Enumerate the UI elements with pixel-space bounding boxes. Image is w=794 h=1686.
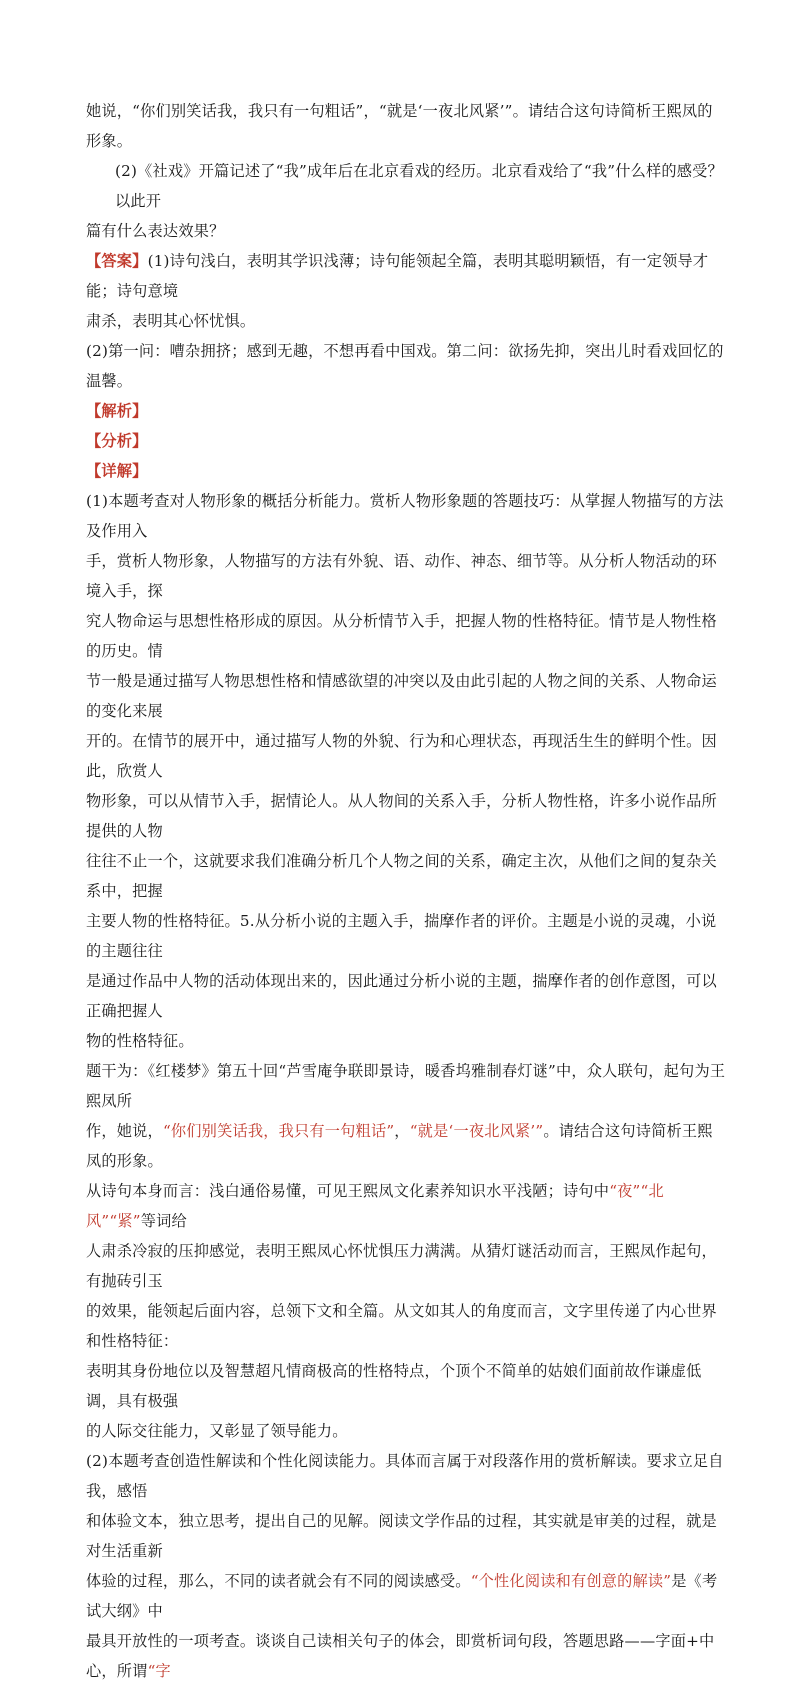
stem-text: ， bbox=[394, 1122, 410, 1140]
detail-1-line: 是通过作品中人物的活动体现出来的，因此通过分析小说的主题，揣摩作者的创作意图，可以正确把握人 bbox=[86, 972, 717, 1020]
question-2-line-1: (2)《社戏》开篇记述了“我”成年后在北京看戏的经历。北京看戏给了“我”什么样的感受？以此开 bbox=[115, 162, 723, 210]
quote-highlight: “个性化阅读和有创意的解读” bbox=[470, 1572, 672, 1590]
quote-highlight: “北风” bbox=[86, 1182, 664, 1230]
stem-line-1: 题干为：《红楼梦》第五十回“芦雪庵争联即景诗，暖香坞雅制春灯谜”中，众人联句，起句为王熙凤所 bbox=[86, 1062, 726, 1110]
detail-1-line: 节一般是通过描写人物思想性格和情感欲望的冲突以及由此引起的人物之间的关系、人物命运的变化来展 bbox=[86, 672, 717, 720]
detail-1-line: (1)本题考查对人物形象的概括分析能力。赏析人物形象题的答题技巧：从掌握人物描写的方法及作用入 bbox=[86, 492, 724, 540]
detail-1-line: 手，赏析人物形象，人物描写的方法有外貌、语、动作、神态、细节等。从分析人物活动的环境入手，探 bbox=[86, 552, 717, 600]
quote-highlight: “夜” bbox=[609, 1182, 641, 1200]
question-2-line-2: 篇有什么表达效果？ bbox=[86, 222, 225, 240]
quote-highlight: “你们别笑话我，我只有一句粗话” bbox=[162, 1122, 395, 1140]
answer-line-1 bbox=[86, 246, 726, 306]
answer-tag: 【答案】 bbox=[86, 252, 148, 270]
detail-1-line: 物的性格特征。 bbox=[86, 1032, 194, 1050]
stem-line-5: 的效果，能领起后面内容，总领下文和全篇。从文如其人的角度而言，文字里传递了内心世界和性格特征： bbox=[86, 1302, 717, 1350]
detail-1-line: 往往不止一个，这就要求我们准确分析几个人物之间的关系，确定主次，从他们之间的复杂关系中，把握 bbox=[86, 852, 717, 900]
analysis-tag: 【解析】 bbox=[86, 402, 148, 420]
detail-part-2 bbox=[86, 1446, 726, 1686]
detail-tag: 【详解】 bbox=[86, 462, 148, 480]
detail-2-line-4 bbox=[86, 1626, 726, 1686]
stem-text: 。请结合这句诗简析王熙凤的形象。 bbox=[86, 1122, 713, 1170]
stem-line-4: 人肃杀冷寂的压抑感觉，表明王熙凤心怀忧惧压力满满。从猜灯谜活动而言，王熙凤作起句，有抛砖引玉 bbox=[86, 1242, 717, 1290]
stem-line-6: 表明其身份地位以及智慧超凡情商极高的性格特点，个顶个不简单的姑娘们面前故作谦虚低调，具有极强 bbox=[86, 1362, 702, 1410]
stem-text: 从诗句本身而言：浅白通俗易懂，可见王熙凤文化素养知识水平浅陋；诗句中 bbox=[86, 1182, 610, 1200]
stem-line-3 bbox=[86, 1176, 726, 1236]
stem-line-2 bbox=[86, 1116, 726, 1176]
stem-text: 等词给 bbox=[140, 1212, 187, 1230]
stem-line-7: 的人际交往能力，又彰显了领导能力。 bbox=[86, 1422, 348, 1440]
detail-part-1 bbox=[86, 486, 726, 1056]
answer-line-2: 肃杀，表明其心怀忧惧。 bbox=[86, 312, 256, 330]
detail-2-text: 最具开放性的一项考查。谈谈自己读相关句子的体会，即赏析词句段，答题思路——字面+中心，所谓 bbox=[86, 1632, 715, 1680]
detail-1-line: 物形象，可以从情节入手，据情论人。从人物间的关系入手，分析人物性格，许多小说作品所提供的人物 bbox=[86, 792, 717, 840]
answer-line-3: (2)第一问：嘈杂拥挤；感到无趣，不想再看中国戏。第二问：欲扬先抑，突出儿时看戏回忆的温馨。 bbox=[86, 342, 724, 390]
quote-highlight: “就是‘一夜北风紧’” bbox=[409, 1122, 544, 1140]
detail-2-line-2: 和体验文本，独立思考，提出自己的见解。阅读文学作品的过程，其实就是审美的过程，就是对生活重新 bbox=[86, 1512, 717, 1560]
stem-text: 作，她说， bbox=[86, 1122, 163, 1140]
detail-2-text: 体验的过程，那么，不同的读者就会有不同的阅读感受。 bbox=[86, 1572, 471, 1590]
fenxi-tag: 【分析】 bbox=[86, 432, 148, 450]
detail-2-line-3 bbox=[86, 1566, 726, 1626]
quote-highlight: “紧” bbox=[109, 1212, 141, 1230]
detail-1-line: 主要人物的性格特征。5.从分析小说的主题入手，揣摩作者的评价。主题是小说的灵魂，小说的主题往往 bbox=[86, 912, 717, 960]
detail-1-line: 开的。在情节的展开中，通过描写人物的外貌、行为和心理状态，再现活生生的鲜明个性。因此，欣赏人 bbox=[86, 732, 717, 780]
detail-1-line: 究人物命运与思想性格形成的原因。从分析情节入手，把握人物的性格特征。情节是人物性格的历史。情 bbox=[86, 612, 717, 660]
detail-2-line-1: (2)本题考查创造性解读和个性化阅读能力。具体而言属于对段落作用的赏析解读。要求立足自我，感悟 bbox=[86, 1452, 724, 1500]
detail-2-text: 是《考试大纲》中 bbox=[86, 1572, 718, 1620]
quote-highlight: “字 bbox=[147, 1662, 171, 1680]
stem-analysis bbox=[86, 1056, 726, 1446]
question-continuation: 她说，“你们别笑话我，我只有一句粗话”，“就是‘一夜北风紧’”。请结合这句诗简析王熙凤的形象。 bbox=[86, 102, 713, 150]
answer-text-1: (1)诗句浅白，表明其学识浅薄；诗句能领起全篇，表明其聪明颖悟，有一定领导才能；诗句意境 bbox=[86, 252, 709, 300]
